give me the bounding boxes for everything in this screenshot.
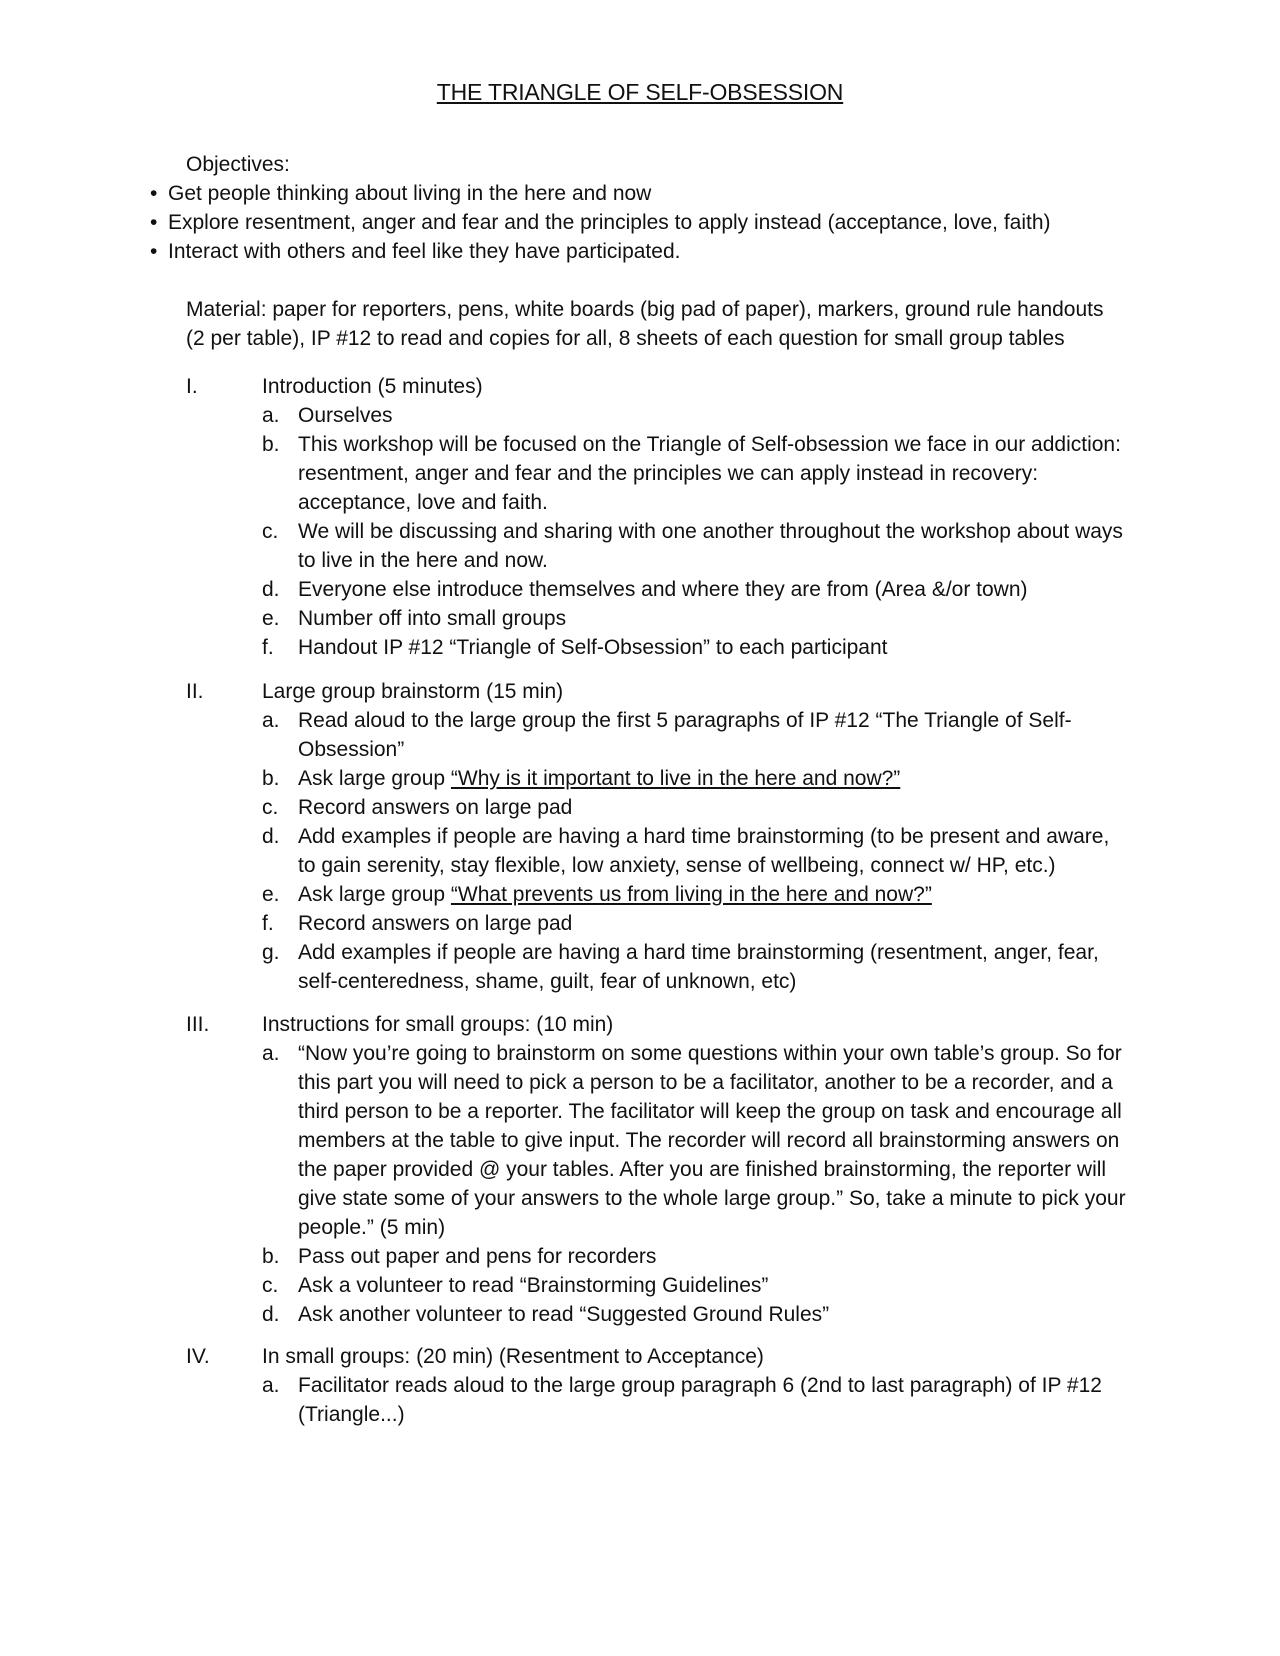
- item-text: Record answers on large pad: [298, 796, 573, 819]
- list-item: [186, 517, 1126, 575]
- objectives-list: [146, 179, 1051, 266]
- section-number: IV.: [186, 1345, 210, 1368]
- section-heading: [186, 677, 1126, 706]
- objective-item: [146, 237, 1051, 266]
- item-letter: e.: [262, 607, 280, 630]
- section-title: Large group brainstorm (15 min): [262, 680, 564, 703]
- item-letter: c.: [262, 796, 279, 819]
- material-paragraph: Material: paper for reporters, pens, white boards (big pad of paper), markers, ground rule handouts (2 per table), IP #12 to read and copies for all, 8 sheets of each question for small group tables: [186, 298, 1104, 350]
- objective-text: Explore resentment, anger and fear and the principles to apply instead (acceptance, love, faith): [168, 211, 1051, 234]
- section-heading: [186, 1342, 1126, 1371]
- section-number: II.: [186, 680, 204, 703]
- item-text: Handout IP #12 “Triangle of Self-Obsession” to each participant: [298, 636, 888, 659]
- section-large-group-brainstorm: [186, 677, 1126, 996]
- list-item: [186, 1271, 1126, 1300]
- list-item: [186, 1242, 1126, 1271]
- list-item: [186, 764, 1126, 793]
- list-item: [186, 575, 1126, 604]
- item-text: Pass out paper and pens for recorders: [298, 1245, 657, 1268]
- section-heading: [186, 1010, 1126, 1039]
- item-text: “Now you’re going to brainstorm on some questions within your own table’s group. So for this part you will need to pick a person to be a facilitator, another to be a recorder, and a third person to be a reporter. The facilitator will keep the group on task and encourage all members at the table to give input. The recorder will record all brainstorming answers on the paper provided @ your tables. After you are finished brainstorming, the reporter will give state some of your answers to the whole large group.” So, take a minute to pick your people.” (5 min): [298, 1042, 1126, 1239]
- underlined-question: “Why is it important to live in the here and now?”: [450, 767, 901, 790]
- item-text: Read aloud to the large group the first 5 paragraphs of IP #12 “The Triangle of Self-Obsession”: [298, 709, 1072, 761]
- item-letter: b.: [262, 767, 280, 790]
- list-item: [186, 401, 1126, 430]
- section-title: Introduction (5 minutes): [262, 375, 483, 398]
- bullet-icon: •: [150, 211, 158, 234]
- section-title: In small groups: (20 min) (Resentment to Acceptance): [262, 1345, 764, 1368]
- item-letter: f.: [262, 636, 274, 659]
- list-item: [186, 938, 1126, 996]
- item-text: Number off into small groups: [298, 607, 567, 630]
- item-text: Record answers on large pad: [298, 912, 573, 935]
- document-title: THE TRIANGLE OF SELF-OBSESSION: [436, 79, 844, 105]
- section-heading: [186, 372, 1126, 401]
- list-item: [186, 822, 1126, 880]
- section-small-groups: [186, 1342, 1126, 1429]
- list-item: [186, 1300, 1126, 1329]
- bullet-icon: •: [150, 240, 158, 263]
- item-letter: a.: [262, 1374, 280, 1397]
- section-items: [186, 706, 1126, 996]
- item-text: Ourselves: [298, 404, 393, 427]
- bullet-icon: •: [150, 182, 158, 205]
- section-items: [186, 1371, 1126, 1429]
- item-letter: c.: [262, 1274, 279, 1297]
- item-text: We will be discussing and sharing with one another throughout the workshop about ways to live in the here and now.: [298, 520, 1123, 572]
- list-item: [186, 706, 1126, 764]
- list-item: [186, 604, 1126, 633]
- item-text: This workshop will be focused on the Triangle of Self-obsession we face in our addiction: resentment, anger and fear and the principles we can apply instead in recovery: acceptance, love and faith.: [298, 433, 1121, 514]
- section-title: Instructions for small groups: (10 min): [262, 1013, 614, 1036]
- item-prefix: Ask large group: [298, 883, 451, 906]
- item-letter: c.: [262, 520, 279, 543]
- list-item: [186, 793, 1126, 822]
- section-introduction: [186, 372, 1126, 662]
- objective-text: Get people thinking about living in the here and now: [168, 182, 652, 205]
- list-item: [186, 1371, 1126, 1429]
- list-item: [186, 633, 1126, 662]
- item-prefix: Ask large group: [298, 767, 451, 790]
- item-letter: a.: [262, 404, 280, 427]
- item-letter: b.: [262, 1245, 280, 1268]
- objectives-label: Objectives:: [186, 153, 290, 176]
- item-text: Everyone else introduce themselves and where they are from (Area &/or town): [298, 578, 1028, 601]
- item-text: Add examples if people are having a hard time brainstorming (to be present and aware, to gain serenity, stay flexible, low anxiety, sense of wellbeing, connect w/ HP, etc.): [298, 825, 1110, 877]
- section-items: [186, 1039, 1126, 1329]
- item-letter: b.: [262, 433, 280, 456]
- item-text: Add examples if people are having a hard time brainstorming (resentment, anger, fear, self-centeredness, shame, guilt, fear of unknown, etc): [298, 941, 1099, 993]
- objective-item: [146, 179, 1051, 208]
- list-item: [186, 1039, 1126, 1242]
- item-letter: d.: [262, 825, 280, 848]
- item-letter: d.: [262, 1303, 280, 1326]
- item-letter: e.: [262, 883, 280, 906]
- underlined-question: “What prevents us from living in the here and now?”: [450, 883, 932, 906]
- list-item: [186, 880, 1126, 909]
- section-number: I.: [186, 375, 198, 398]
- item-letter: a.: [262, 709, 280, 732]
- item-text: Facilitator reads aloud to the large group paragraph 6 (2nd to last paragraph) of IP #12 (Triangle...): [298, 1374, 1102, 1426]
- item-text: Ask another volunteer to read “Suggested Ground Rules”: [298, 1303, 830, 1326]
- item-text: Ask a volunteer to read “Brainstorming Guidelines”: [298, 1274, 769, 1297]
- section-small-group-instructions: [186, 1010, 1126, 1329]
- objective-text: Interact with others and feel like they have participated.: [168, 240, 681, 263]
- objective-item: [146, 208, 1051, 237]
- list-item: [186, 430, 1126, 517]
- section-number: III.: [186, 1013, 210, 1036]
- item-letter: d.: [262, 578, 280, 601]
- item-letter: g.: [262, 941, 280, 964]
- list-item: [186, 909, 1126, 938]
- item-letter: f.: [262, 912, 274, 935]
- section-items: [186, 401, 1126, 662]
- item-letter: a.: [262, 1042, 280, 1065]
